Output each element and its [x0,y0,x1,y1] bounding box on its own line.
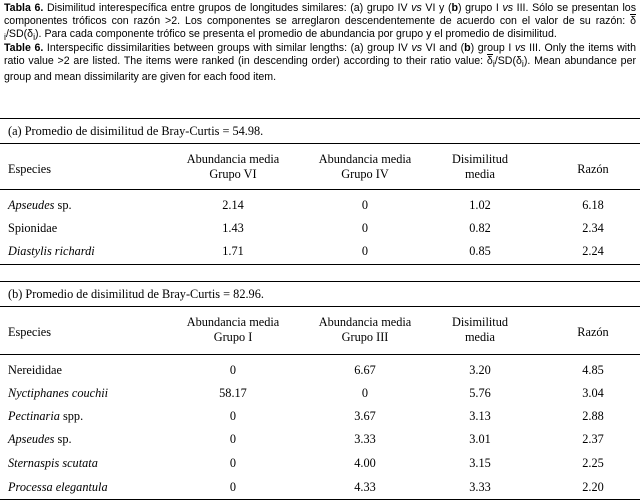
header-group-1: Abundancia media Grupo VI [186,152,280,181]
table-rule [0,264,640,265]
species-name: Apseudes sp. [8,432,72,446]
delta-bar-symbol: δ [630,15,636,27]
table-rule [0,281,640,282]
table-rule [0,143,640,144]
table-rule [0,189,640,190]
header-species: Especies [8,325,52,339]
species-name: Spionidae [8,221,58,235]
header-dissimilarity: Disimilitud media [451,152,509,181]
header-ratio: Razón [577,162,609,176]
header-dissimilarity: Disimilitud media [451,315,509,344]
species-name: Nereididae [8,363,62,377]
header-ratio: Razón [577,325,609,339]
table-rule [0,354,640,355]
caption-spanish: Tabla 6. Disimilitud interespecífica entre grupos de longitudes similares: (a) grupo IV vs VI y (b) grupo I vs III. Sólo se presentan los componentes tróficos con razón >2. Los componentes se arreglaron descendentemente de acuerdo con el valor de su razón: $\delta_i/SD(\delta_i)$. Para cada componente trófico se presenta el promedio de abundancia por grupo y el promedio de disimilitud. [4,2,636,43]
header-species: Especies [8,162,52,176]
species-name: Sternaspis scutata [8,456,98,470]
table-rule [0,499,640,500]
species-name: Nyctiphanes couchii [8,386,109,400]
table-a-title: (a) Promedio de disimilitud de Bray-Curtis = 54.98. [8,124,264,138]
species-name: Apseudes sp. [8,198,72,212]
table-b-title: (b) Promedio de disimilitud de Bray-Curtis = 82.96. [8,287,264,301]
header-group-2: Abundancia media Grupo IV [318,152,412,181]
table-rule [0,118,640,119]
species-name: Pectinaria spp. [8,409,84,423]
species-name: Diastylis richardi [8,244,95,258]
species-name: Processa elegantula [8,480,108,494]
caption-english: Table 6. Interspecific dissimilarities between groups with similar lengths: (a) group IV vs VI and (b) group I vs III. Only the items with ratio value >2 are listed. The items were ranked (in descending order) according to their ratio value: $\delta_i/SD(\delta_i)$. Mean abundance per group and mean dissimilarity are given for each food item. [4,42,636,84]
header-group-2: Abundancia media Grupo III [318,315,412,344]
header-group-1: Abundancia media Grupo I [186,315,280,344]
caption-label: Table 6. [4,42,44,54]
caption-label: Tabla 6. [4,2,44,14]
table-rule [0,306,640,307]
delta-bar-symbol: δ [486,55,493,67]
